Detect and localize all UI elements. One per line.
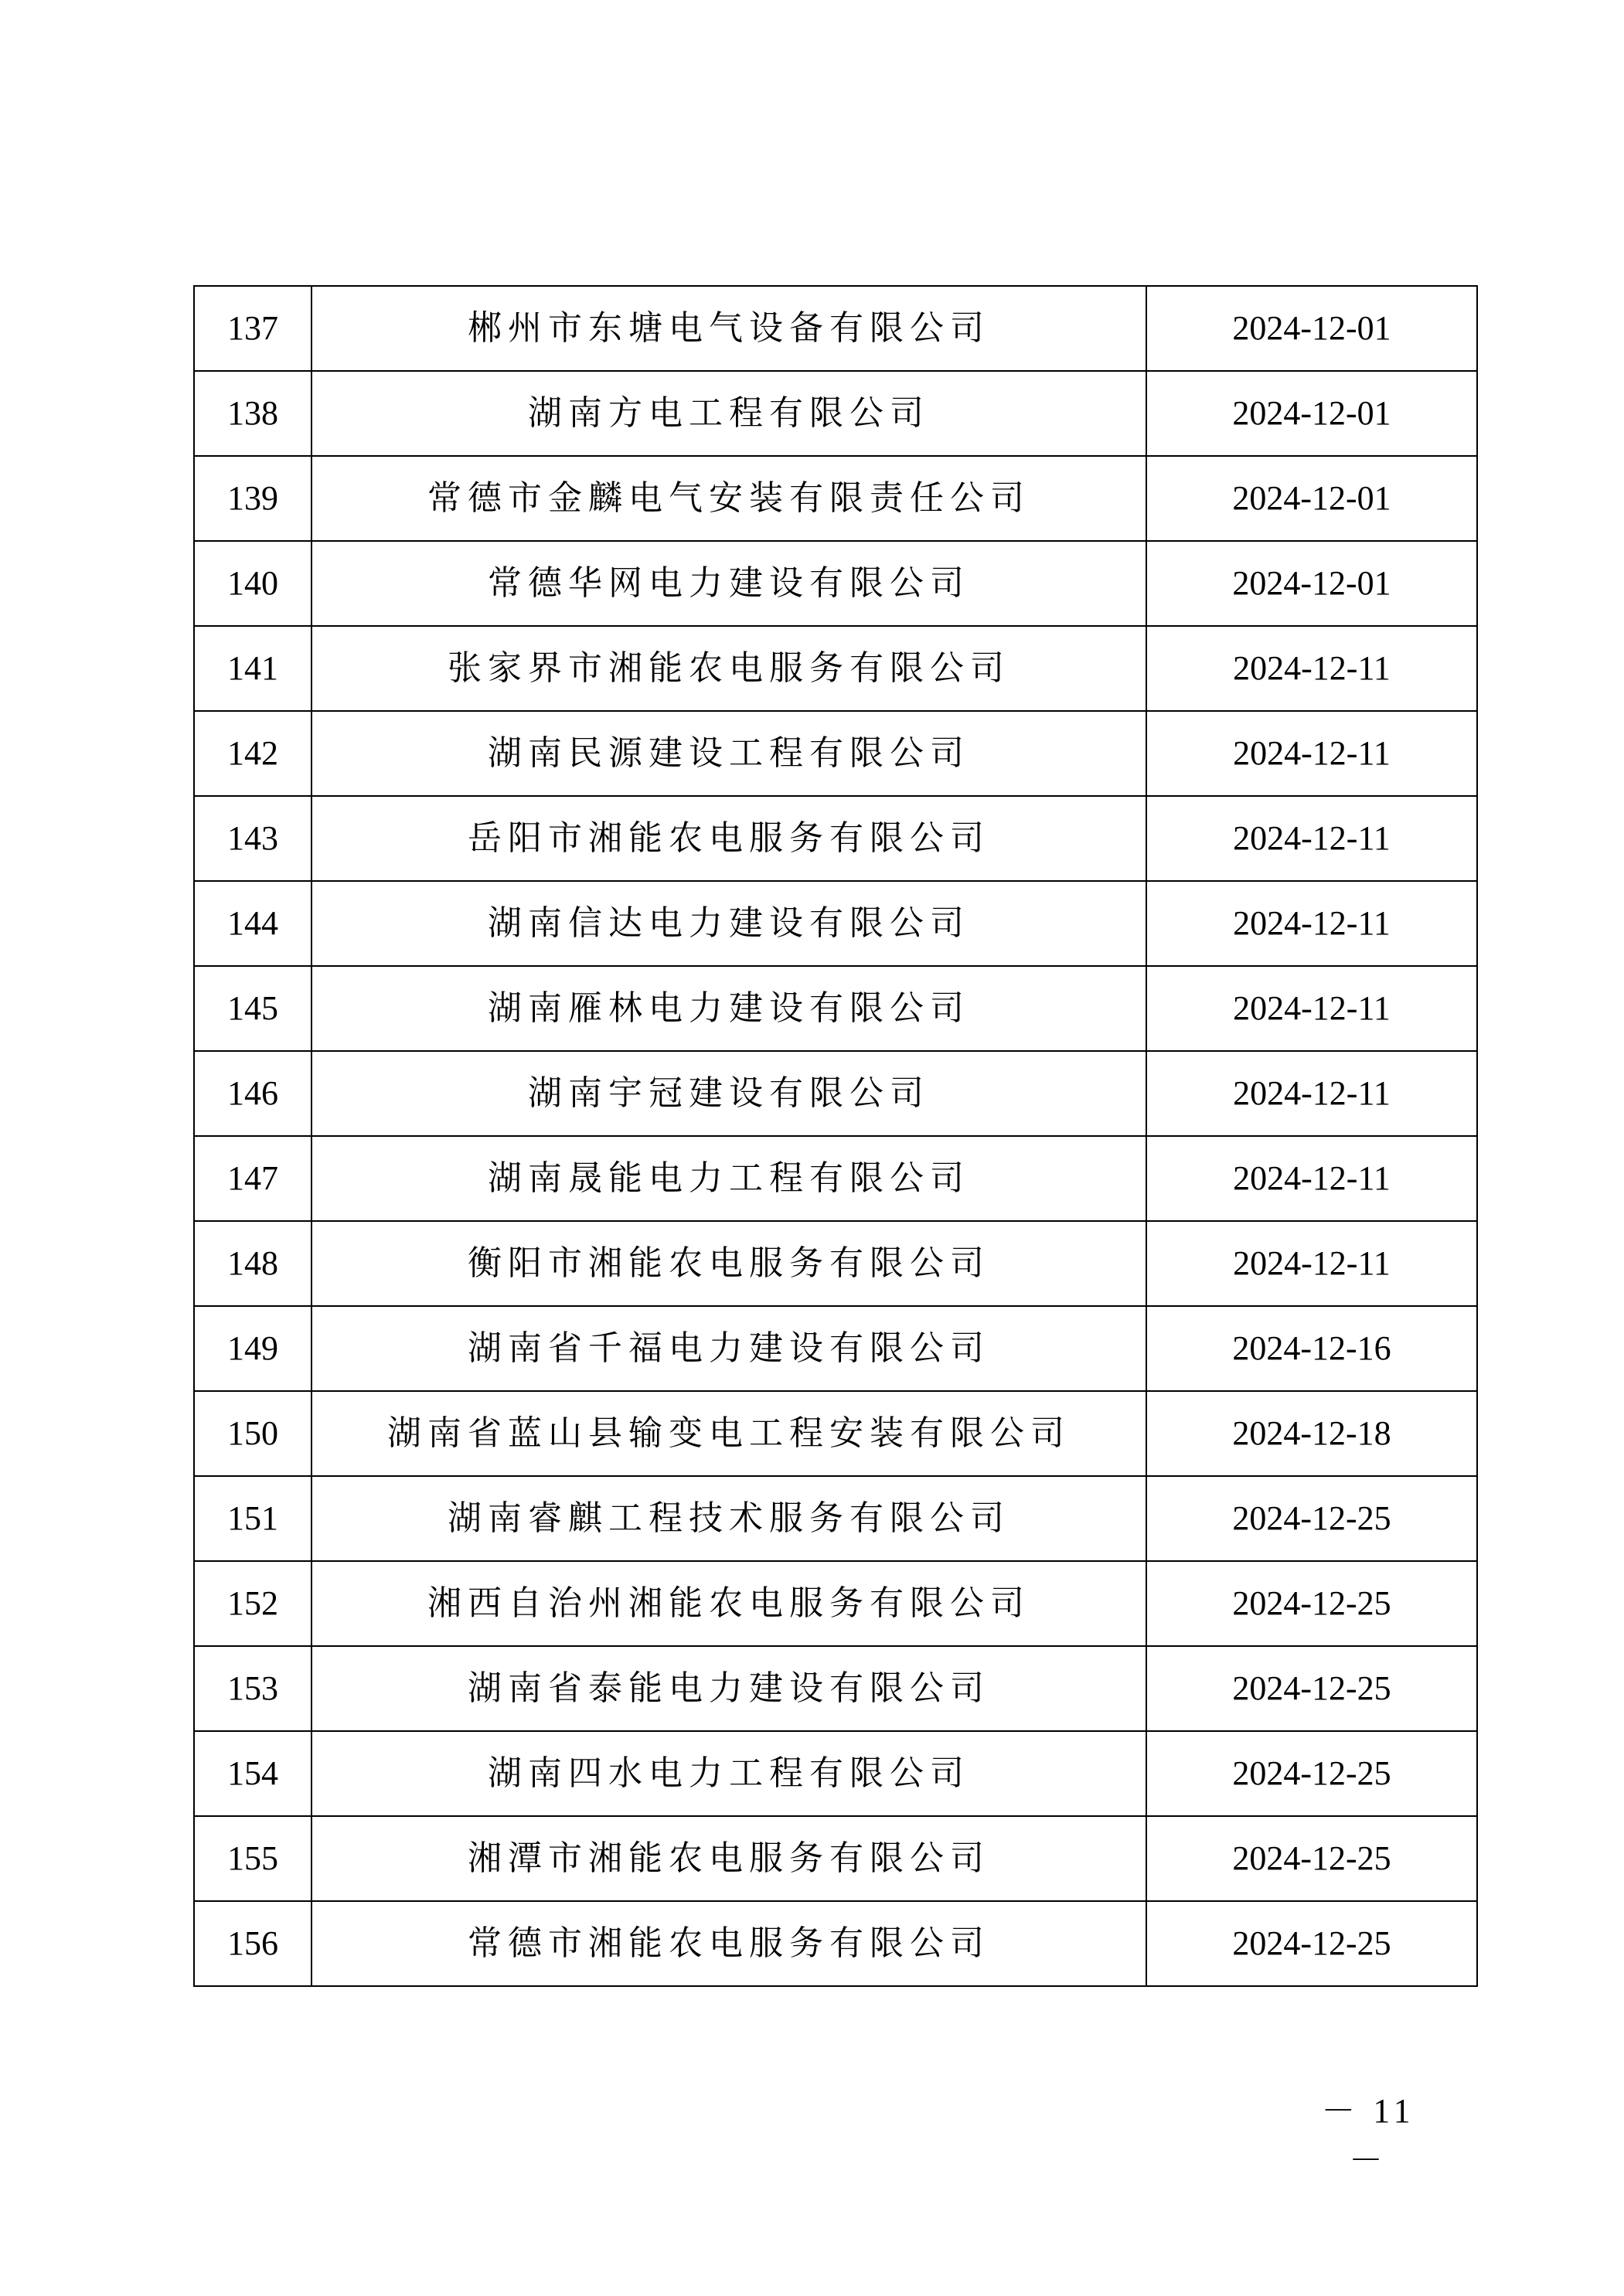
company-name: 湖南方电工程有限公司 [312,371,1146,456]
date: 2024-12-25 [1146,1561,1477,1646]
company-name: 湖南晟能电力工程有限公司 [312,1136,1146,1221]
table-row [194,1816,1477,1901]
date: 2024-12-25 [1146,1901,1477,1986]
date: 2024-12-11 [1146,1221,1477,1306]
company-name: 湖南四水电力工程有限公司 [312,1731,1146,1816]
row-number: 152 [194,1561,312,1646]
company-name: 湖南省蓝山县输变电工程安装有限公司 [312,1391,1146,1476]
company-name: 湖南宇冠建设有限公司 [312,1051,1146,1136]
row-number: 146 [194,1051,312,1136]
table-row [194,711,1477,796]
table-row [194,1306,1477,1391]
table-row [194,286,1477,371]
company-name: 湘潭市湘能农电服务有限公司 [312,1816,1146,1901]
company-name: 湖南睿麒工程技术服务有限公司 [312,1476,1146,1561]
company-name: 湖南省泰能电力建设有限公司 [312,1646,1146,1731]
table-row [194,1561,1477,1646]
table-row [194,881,1477,966]
row-number: 138 [194,371,312,456]
date: 2024-12-25 [1146,1731,1477,1816]
company-name: 湖南信达电力建设有限公司 [312,881,1146,966]
table-body [194,286,1477,1986]
row-number: 148 [194,1221,312,1306]
row-number: 140 [194,541,312,626]
company-name: 常德华网电力建设有限公司 [312,541,1146,626]
date: 2024-12-18 [1146,1391,1477,1476]
page-number: － 11 － [1321,2092,1415,2179]
row-number: 137 [194,286,312,371]
company-name: 岳阳市湘能农电服务有限公司 [312,796,1146,881]
date: 2024-12-01 [1146,286,1477,371]
date: 2024-12-11 [1146,1136,1477,1221]
company-name: 郴州市东塘电气设备有限公司 [312,286,1146,371]
table-row [194,1901,1477,1986]
table-row [194,1136,1477,1221]
date: 2024-12-11 [1146,966,1477,1051]
date: 2024-12-01 [1146,456,1477,541]
date: 2024-12-25 [1146,1476,1477,1561]
row-number: 144 [194,881,312,966]
table-row [194,456,1477,541]
table-row [194,1391,1477,1476]
table-row [194,966,1477,1051]
table-row [194,371,1477,456]
date: 2024-12-01 [1146,541,1477,626]
company-name: 张家界市湘能农电服务有限公司 [312,626,1146,711]
date: 2024-12-01 [1146,371,1477,456]
date: 2024-12-11 [1146,881,1477,966]
date: 2024-12-11 [1146,626,1477,711]
table-row [194,1221,1477,1306]
table-row [194,541,1477,626]
row-number: 143 [194,796,312,881]
table-row [194,1646,1477,1731]
table-row [194,1051,1477,1136]
row-number: 156 [194,1901,312,1986]
company-name: 湖南民源建设工程有限公司 [312,711,1146,796]
row-number: 149 [194,1306,312,1391]
company-name: 湖南雁林电力建设有限公司 [312,966,1146,1051]
row-number: 151 [194,1476,312,1561]
date: 2024-12-11 [1146,1051,1477,1136]
company-list-table [193,285,1478,1987]
table-row [194,1476,1477,1561]
row-number: 142 [194,711,312,796]
company-name: 常德市湘能农电服务有限公司 [312,1901,1146,1986]
date: 2024-12-11 [1146,796,1477,881]
company-name: 衡阳市湘能农电服务有限公司 [312,1221,1146,1306]
table-row [194,626,1477,711]
table-row [194,1731,1477,1816]
date: 2024-12-11 [1146,711,1477,796]
table-row [194,796,1477,881]
company-name: 湖南省千福电力建设有限公司 [312,1306,1146,1391]
date: 2024-12-16 [1146,1306,1477,1391]
row-number: 147 [194,1136,312,1221]
row-number: 153 [194,1646,312,1731]
date: 2024-12-25 [1146,1816,1477,1901]
company-name: 湘西自治州湘能农电服务有限公司 [312,1561,1146,1646]
row-number: 139 [194,456,312,541]
date: 2024-12-25 [1146,1646,1477,1731]
company-name: 常德市金麟电气安装有限责任公司 [312,456,1146,541]
row-number: 155 [194,1816,312,1901]
row-number: 154 [194,1731,312,1816]
row-number: 150 [194,1391,312,1476]
row-number: 145 [194,966,312,1051]
row-number: 141 [194,626,312,711]
